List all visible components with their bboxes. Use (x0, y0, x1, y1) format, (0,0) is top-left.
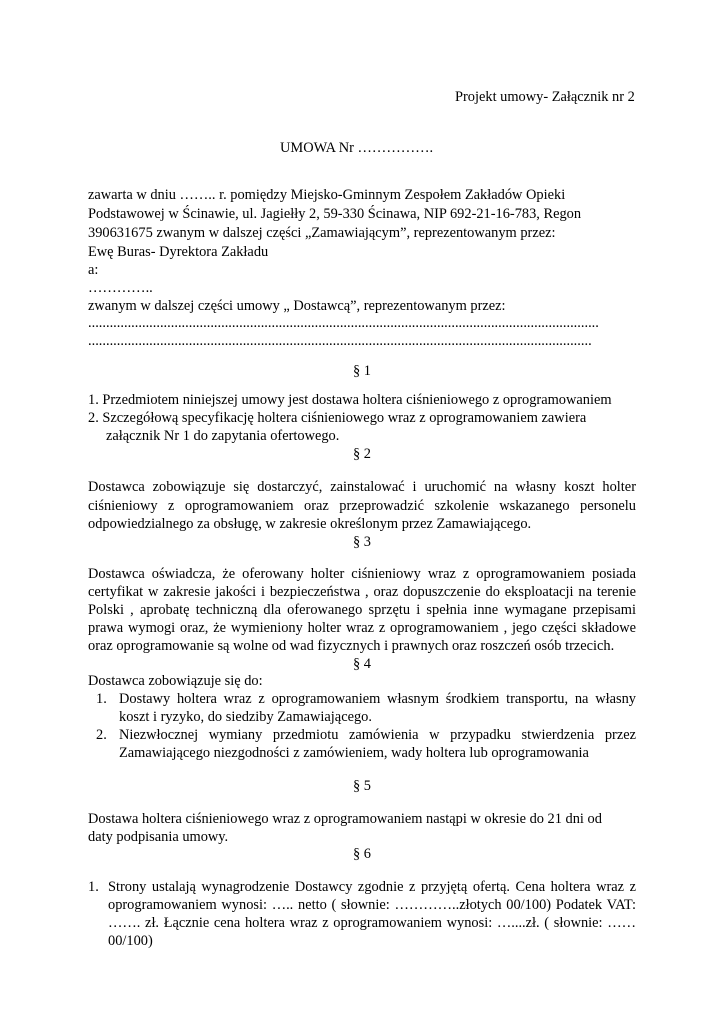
parties-line: Ewę Buras- Dyrektora Zakładu (88, 244, 269, 260)
parties-line: zwanym w dalszej części umowy „ Dostawcą”, reprezentowanym przez: (88, 298, 506, 314)
parties-line: zawarta w dniu …….. r. pomiędzy Miejsko-Gminnym Zespołem Zakładów Opieki (88, 187, 566, 203)
s4-item-number: 1. (96, 691, 107, 707)
s3-line: Dostawca oświadcza, że oferowany holter ciśnieniowy wraz z oprogramowaniem posiada (88, 566, 636, 582)
s6-item-line: ……. zł. Łącznie cena holtera wraz z oprogramowaniem wynosi: …....zł. ( słownie: …… (108, 915, 636, 931)
s1-item-2: 2. Szczegółową specyfikację holtera ciśnieniowego wraz z oprogramowaniem zawiera (88, 410, 587, 426)
s6-item-number: 1. (88, 879, 99, 895)
section-heading-5: § 5 (353, 778, 371, 794)
s4-item-line: koszt i ryzyko, do siedziby Zamawiającego. (119, 709, 372, 725)
s1-item-1: 1. Przedmiotem niniejszej umowy jest dostawa holtera ciśnieniowego z oprogramowaniem (88, 392, 612, 408)
parties-line: Podstawowej w Ścinawie, ul. Jagiełły 2, 59-330 Ścinawa, NIP 692-21-16-783, Regon (88, 206, 582, 222)
s4-item-line: Dostawy holtera wraz z oprogramowaniem własnym środkiem transportu, na własny (119, 691, 636, 707)
parties-line: a: (88, 262, 99, 278)
s5-line: Dostawa holtera ciśnieniowego wraz z oprogramowaniem nastąpi w okresie do 21 dni od (88, 811, 602, 827)
s6-item-line: oprogramowaniem wynosi: ….. netto ( słownie: …………..złotych 00/100) Podatek VAT: (108, 897, 636, 913)
section-heading-1: § 1 (353, 363, 371, 379)
section-heading-6: § 6 (353, 846, 371, 862)
s2-line: Dostawca zobowiązuje się dostarczyć, zainstalować i uruchomić na własny koszt holter (88, 479, 636, 495)
s3-line: certyfikat w zakresie jakości i bezpieczeństwa , oraz dopuszczenie do eksploatacji na terenie (88, 584, 636, 600)
s2-line: ciśnieniowy z oprogramowaniem oraz przeprowadzić szkolenie wskazanego personelu (88, 498, 636, 514)
section-heading-3: § 3 (353, 534, 371, 550)
s4-item-line: Niezwłocznej wymiany przedmiotu zamówienia w przypadku stwierdzenia przez (119, 727, 636, 743)
dotted-line: ............................................................................................................................................ (88, 333, 592, 349)
s2-line: odpowiedzialnego za obsługę, w zakresie określonym przez Zamawiającego. (88, 516, 532, 532)
s4-item-number: 2. (96, 727, 107, 743)
s5-line: daty podpisania umowy. (88, 829, 229, 845)
s6-item-line: Strony ustalają wynagrodzenie Dostawcy zgodnie z przyjętą ofertą. Cena holtera wraz z (108, 879, 636, 895)
parties-line: 390631675 zwanym w dalszej części „Zamawiającym”, reprezentowanym przez: (88, 225, 556, 241)
section-heading-4: § 4 (353, 656, 371, 672)
parties-line: ………….. (88, 280, 153, 296)
dotted-line: .............................................................................................................................................. (88, 315, 599, 331)
s3-line: prawa wymogi oraz, że wymieniony holter wraz z oprogramowaniem , jego części składowe (88, 620, 636, 636)
section-heading-2: § 2 (353, 446, 371, 462)
s3-line: oraz oprogramowanie są wolne od wad fizycznych i prawnych oraz roszczeń osób trzecich. (88, 638, 615, 654)
s3-line: Polski , aprobatę techniczną dla oferowanego sprzętu i spełnia inne wymagane przepisami (88, 602, 636, 618)
s4-item-line: Zamawiającego niezgodności z zamówieniem, wady holtera lub oprogramowania (119, 745, 589, 761)
s4-intro: Dostawca zobowiązuje się do: (88, 673, 263, 689)
s1-item-2-cont: załącznik Nr 1 do zapytania ofertowego. (106, 428, 340, 444)
contract-title: UMOWA Nr ……………. (280, 140, 434, 156)
attachment-label: Projekt umowy- Załącznik nr 2 (455, 89, 635, 105)
s6-item-line: 00/100) (108, 933, 153, 949)
